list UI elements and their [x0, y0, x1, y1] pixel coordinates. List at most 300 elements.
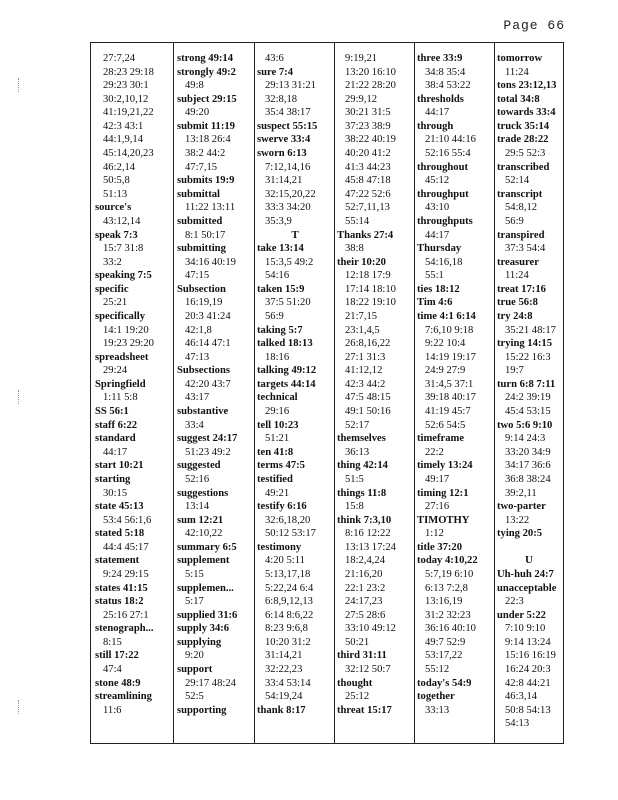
index-headword: ten 41:8 — [257, 446, 294, 458]
index-headword: things 11:8 — [337, 487, 387, 499]
index-headword: supplied 31:6 — [177, 609, 238, 621]
index-reference: 9:24 29:15 — [103, 568, 149, 580]
index-reference: 44:4 45:17 — [103, 541, 149, 553]
index-reference: 34:16 40:19 — [185, 256, 236, 268]
index-reference: 13:22 — [505, 514, 530, 526]
index-reference: 40:20 41:2 — [345, 148, 391, 160]
index-headword: transpired — [497, 229, 545, 241]
index-reference: 33:3 34:20 — [265, 202, 311, 214]
index-reference: 53:4 56:1,6 — [103, 514, 152, 526]
index-reference: 8:16 12:22 — [345, 528, 391, 540]
index-headword: suggestions — [177, 487, 229, 499]
index-reference: 41:3 44:23 — [345, 161, 391, 173]
index-headword: truck 35:14 — [497, 120, 550, 132]
index-reference: 47:7,15 — [185, 161, 218, 173]
index-reference: 27:1 31:3 — [345, 351, 386, 363]
index-reference: 49:1 50:16 — [345, 406, 391, 418]
index-headword: two-parter — [497, 501, 546, 513]
index-reference: 11:22 13:11 — [185, 202, 236, 214]
index-reference: 20:3 41:24 — [185, 310, 231, 322]
index-headword: submittal — [177, 188, 220, 200]
binder-hole-mark — [18, 700, 20, 714]
index-reference: 21:16,20 — [345, 568, 383, 580]
index-headword: submitted — [177, 215, 223, 227]
index-reference: 16:24 20:3 — [505, 664, 551, 676]
index-reference: 52:16 — [185, 473, 210, 485]
index-reference: 27:7,24 — [103, 53, 136, 64]
index-headword: suspect 55:15 — [257, 120, 318, 132]
index-reference: 15:7 31:8 — [103, 243, 144, 255]
index-headword: strong 49:14 — [177, 53, 234, 64]
index-reference: 12:18 17:9 — [345, 270, 391, 282]
index-reference: 43:12,14 — [103, 215, 141, 227]
index-headword: talking 49:12 — [257, 365, 317, 377]
index-reference: 10:20 31:2 — [265, 636, 311, 648]
index-reference: 42:1,8 — [185, 324, 212, 336]
index-reference: 27:16 — [425, 501, 450, 513]
index-reference: 32:22,23 — [265, 664, 303, 676]
index-headword: their 10:20 — [337, 256, 386, 268]
index-reference: 9:22 10:4 — [425, 338, 466, 350]
index-headword: taking 5:7 — [257, 324, 303, 336]
index-reference: 32:12 50:7 — [345, 664, 391, 676]
index-headword: supporting — [177, 704, 227, 716]
index-headword: through — [417, 120, 454, 132]
index-reference: 49:8 — [185, 80, 204, 92]
index-headword: throughputs — [417, 215, 473, 227]
index-reference: 44:17 — [425, 229, 450, 241]
index-headword: tell 10:23 — [257, 419, 299, 431]
index-reference: 21:22 28:20 — [345, 80, 396, 92]
index-headword: Subsection — [177, 283, 226, 295]
index-reference: 32:6,18,20 — [265, 514, 311, 526]
index-headword: suggested — [177, 460, 221, 472]
index-headword: streamlining — [95, 691, 152, 703]
index-reference: 5:22,24 6:4 — [265, 582, 314, 594]
index-headword: summary 6:5 — [177, 541, 237, 553]
index-headword: thresholds — [417, 93, 464, 105]
index-headword: support — [177, 664, 213, 676]
index-reference: 1:11 5:8 — [103, 392, 138, 404]
index-headword: statement — [95, 555, 140, 567]
index-headword: thought — [337, 677, 373, 689]
index-headword: treat 17:16 — [497, 283, 546, 295]
index-headword: timeframe — [417, 433, 465, 445]
index-reference: 13:20 16:10 — [345, 66, 396, 78]
index-headword: targets 44:14 — [257, 378, 316, 390]
index-column — [497, 52, 561, 743]
index-headword: sum 12:21 — [177, 514, 224, 526]
index-reference: 44:17 — [425, 107, 450, 119]
index-reference: 9:14 24:3 — [505, 433, 546, 445]
index-reference: 45:4 53:15 — [505, 406, 551, 418]
index-reference: 54:8,12 — [505, 202, 538, 214]
index-reference: 31:2 32:23 — [425, 609, 471, 621]
index-reference: 8:15 — [103, 636, 122, 648]
index-reference: 54:13 — [505, 718, 530, 730]
index-headword: tomorrow — [497, 53, 543, 64]
index-reference: 37:3 54:4 — [505, 243, 546, 255]
index-reference: 13:14 — [185, 501, 210, 513]
index-headword: taken 15:9 — [257, 283, 305, 295]
index-reference: 29:17 48:24 — [185, 677, 236, 689]
index-reference: 5:15 — [185, 568, 204, 580]
index-headword: Thursday — [417, 243, 462, 255]
page-number: Page 66 — [503, 18, 565, 33]
index-headword: Uh-huh 24:7 — [497, 568, 554, 580]
index-reference: 35:21 48:17 — [505, 324, 556, 336]
index-reference: 41:19,21,22 — [103, 107, 154, 119]
index-reference: 25:16 27:1 — [103, 609, 149, 621]
index-reference: 41:19 45:7 — [425, 406, 471, 418]
index-headword: supplement — [177, 555, 230, 567]
index-reference: 36:16 40:10 — [425, 623, 476, 635]
index-reference: 11:6 — [103, 704, 122, 716]
index-headword: two 5:6 9:10 — [497, 419, 553, 431]
index-reference: 42:3 44:2 — [345, 378, 386, 390]
index-column — [257, 52, 333, 743]
index-reference: 32:8,18 — [265, 93, 298, 105]
index-headword: title 37:20 — [417, 541, 463, 553]
index-headword: stone 48:9 — [95, 677, 141, 689]
index-reference: 1:12 — [425, 528, 444, 540]
index-headword: trade 28:22 — [497, 134, 549, 146]
index-reference: 35:3,9 — [265, 215, 292, 227]
index-reference: 52:14 — [505, 175, 530, 187]
index-headword: substantive — [177, 406, 229, 418]
index-headword: themselves — [337, 433, 386, 445]
index-reference: 25:12 — [345, 691, 370, 703]
index-headword: supplying — [177, 636, 222, 648]
index-reference: 13:18 26:4 — [185, 134, 231, 146]
index-headword: submits 19:9 — [177, 175, 235, 187]
index-headword: sworn 6:13 — [257, 148, 307, 160]
index-headword: turn 6:8 7:11 — [497, 378, 556, 390]
index-reference: 6:14 8:6,22 — [265, 609, 314, 621]
index-reference: 27:5 28:6 — [345, 609, 386, 621]
index-headword: TIMOTHY — [417, 514, 470, 526]
index-reference: 50:12 53:17 — [265, 528, 316, 540]
index-headword: throughout — [417, 161, 469, 173]
column-divider — [334, 43, 335, 743]
index-headword: true 56:8 — [497, 297, 538, 309]
index-headword: speak 7:3 — [95, 229, 138, 241]
index-reference: 50:8 54:13 — [505, 704, 551, 716]
index-reference: 33:13 — [425, 704, 450, 716]
index-reference: 30:21 31:5 — [345, 107, 391, 119]
index-headword: sure 7:4 — [257, 66, 293, 78]
index-reference: 54:19,24 — [265, 691, 303, 703]
index-reference: 9:19,21 — [345, 53, 378, 64]
index-headword: tying 20:5 — [497, 528, 543, 540]
index-headword: think 7:3,10 — [337, 514, 392, 526]
index-reference: 31:14,21 — [265, 175, 303, 187]
index-headword: staff 6:22 — [95, 419, 138, 431]
index-reference: 21:10 44:16 — [425, 134, 476, 146]
index-reference: 46:14 47:1 — [185, 338, 231, 350]
index-headword: Thanks 27:4 — [337, 229, 394, 241]
index-reference: 13:16,19 — [425, 596, 463, 608]
index-reference: 47:5 48:15 — [345, 392, 391, 404]
index-headword: throughput — [417, 188, 469, 200]
index-headword: status 18:2 — [95, 596, 144, 608]
index-headword: try 24:8 — [497, 310, 533, 322]
index-reference: 30:2,10,12 — [103, 93, 149, 105]
index-headword: standard — [95, 433, 136, 445]
index-reference: 29:24 — [103, 365, 128, 377]
index-reference: 34:17 36:6 — [505, 460, 551, 472]
index-reference: 24:9 27:9 — [425, 365, 466, 377]
index-reference: 7:6,10 9:18 — [425, 324, 474, 336]
index-reference: 54:16 — [265, 270, 290, 282]
index-reference: 22:3 — [505, 596, 524, 608]
index-reference: 9:14 13:24 — [505, 636, 551, 648]
index-headword: starting — [95, 473, 131, 485]
index-reference: 50:5,8 — [103, 175, 130, 187]
index-headword: ties 18:12 — [417, 283, 460, 295]
index-reference: 29:23 30:1 — [103, 80, 149, 92]
index-headword: supply 34:6 — [177, 623, 230, 635]
index-headword: timing 12:1 — [417, 487, 469, 499]
index-reference: 11:24 — [505, 66, 529, 78]
index-reference: 34:8 35:4 — [425, 66, 466, 78]
index-reference: 30:15 — [103, 487, 128, 499]
index-headword: specific — [95, 283, 129, 295]
index-column — [337, 52, 413, 743]
column-divider — [173, 43, 174, 743]
index-headword: strongly 49:2 — [177, 66, 236, 78]
index-headword: take 13:14 — [257, 243, 304, 255]
index-reference: 51:5 — [345, 473, 364, 485]
index-headword: thank 8:17 — [257, 704, 306, 716]
index-reference: 18:22 19:10 — [345, 297, 396, 309]
index-reference: 45:8 47:18 — [345, 175, 391, 187]
index-reference: 52:16 55:4 — [425, 148, 471, 160]
index-reference: 8:1 50:17 — [185, 229, 226, 241]
index-reference: 56:9 — [505, 215, 524, 227]
index-headword: start 10:21 — [95, 460, 144, 472]
index-reference: 26:8,16,22 — [345, 338, 391, 350]
index-headword: Subsections — [177, 365, 230, 377]
index-reference: 50:21 — [345, 636, 370, 648]
index-headword: third 31:11 — [337, 650, 387, 662]
index-reference: 29:16 — [265, 406, 290, 418]
index-headword: three 33:9 — [417, 53, 463, 64]
index-reference: 22:2 — [425, 446, 444, 458]
index-reference: 42:10,22 — [185, 528, 223, 540]
index-reference: 13:13 17:24 — [345, 541, 396, 553]
index-reference: 29:9,12 — [345, 93, 378, 105]
index-headword: timely 13:24 — [417, 460, 473, 472]
index-headword: source's — [95, 202, 132, 214]
index-reference: 39:18 40:17 — [425, 392, 476, 404]
index-headword: unacceptable — [497, 582, 557, 594]
index-reference: 43:17 — [185, 392, 210, 404]
index-headword: specifically — [95, 310, 146, 322]
index-reference: 52:7,11,13 — [345, 202, 390, 214]
index-headword: Tim 4:6 — [417, 297, 453, 309]
index-reference: 36:8 38:24 — [505, 473, 551, 485]
index-reference: 42:3 43:1 — [103, 120, 144, 132]
index-reference: 46:2,14 — [103, 161, 136, 173]
index-reference: 33:4 — [185, 419, 204, 431]
index-reference: 52:6 54:5 — [425, 419, 466, 431]
index-reference: 49:20 — [185, 107, 210, 119]
index-reference: 7:10 9:10 — [505, 623, 546, 635]
index-headword: submit 11:19 — [177, 120, 235, 132]
index-headword: submitting — [177, 243, 226, 255]
index-headword: SS 56:1 — [95, 406, 129, 418]
index-headword: speaking 7:5 — [95, 270, 152, 282]
index-reference: 21:7,15 — [345, 310, 378, 322]
index-headword: subject 29:15 — [177, 93, 237, 105]
index-reference: 43:6 — [265, 53, 284, 64]
index-reference: 52:5 — [185, 691, 204, 703]
index-headword: trying 14:15 — [497, 338, 553, 350]
index-reference: 18:2,4,24 — [345, 555, 386, 567]
index-reference: 19:7 — [505, 365, 524, 377]
index-reference: 6:8,9,12,13 — [265, 596, 313, 608]
index-reference: 49:17 — [425, 473, 450, 485]
index-reference: 33:4 53:14 — [265, 677, 311, 689]
index-reference: 23:1,4,5 — [345, 324, 380, 336]
index-reference: 24:2 39:19 — [505, 392, 551, 404]
index-reference: 31:4,5 37:1 — [425, 378, 474, 390]
column-divider — [494, 43, 495, 743]
index-reference: 55:12 — [425, 664, 450, 676]
column-divider — [254, 43, 255, 743]
index-headword: Springfield — [95, 378, 146, 390]
index-reference: 44:1,9,14 — [103, 134, 144, 146]
index-reference: 37:23 38:9 — [345, 120, 391, 132]
index-reference: 14:1 19:20 — [103, 324, 149, 336]
index-reference: 22:1 23:2 — [345, 582, 386, 594]
index-reference: 51:13 — [103, 188, 128, 200]
index-reference: 47:4 — [103, 664, 122, 676]
index-headword: today's 54:9 — [417, 677, 472, 689]
index-spacer — [497, 541, 561, 555]
index-headword: talked 18:13 — [257, 338, 313, 350]
index-reference: 9:20 — [185, 650, 204, 662]
index-reference: 53:17,22 — [425, 650, 463, 662]
index-headword: tons 23:12,13 — [497, 80, 557, 92]
index-headword: transcribed — [497, 161, 550, 173]
index-headword: testified — [257, 473, 293, 485]
index-column — [95, 52, 171, 743]
index-reference: 32:15,20,22 — [265, 188, 316, 200]
index-reference: 33:2 — [103, 256, 122, 268]
binder-hole-mark — [18, 78, 20, 92]
index-reference: 37:5 51:20 — [265, 297, 311, 309]
index-reference: 5:7,19 6:10 — [425, 568, 474, 580]
index-reference: 55:14 — [345, 215, 370, 227]
index-reference: 7:12,14,16 — [265, 161, 311, 173]
index-headword: under 5:22 — [497, 609, 546, 621]
index-reference: 15:3,5 49:2 — [265, 256, 314, 268]
index-headword: technical — [257, 392, 298, 404]
index-reference: 42:20 43:7 — [185, 378, 231, 390]
index-reference: 38:8 — [345, 243, 364, 255]
index-headword: stenograph... — [95, 623, 154, 635]
index-reference: 52:17 — [345, 419, 370, 431]
index-reference: 15:8 — [345, 501, 364, 513]
index-reference: 47:13 — [185, 351, 210, 363]
index-headword: spreadsheet — [95, 351, 149, 363]
index-table — [90, 42, 564, 744]
index-reference: 29:13 31:21 — [265, 80, 316, 92]
index-reference: 55:1 — [425, 270, 444, 282]
index-headword: stated 5:18 — [95, 528, 145, 540]
index-reference: 25:21 — [103, 297, 128, 309]
index-reference: 15:22 16:3 — [505, 351, 551, 363]
index-reference: 5:17 — [185, 596, 204, 608]
index-reference: 38:2 44:2 — [185, 148, 226, 160]
index-reference: 31:14,21 — [265, 650, 303, 662]
index-reference: 39:2,11 — [505, 487, 537, 499]
index-headword: total 34:8 — [497, 93, 540, 105]
index-reference: 51:23 49:2 — [185, 446, 231, 458]
index-column — [177, 52, 253, 743]
index-headword: testify 6:16 — [257, 501, 307, 513]
index-headword: transcript — [497, 188, 543, 200]
index-headword: together — [417, 691, 455, 703]
index-reference: 14:19 19:17 — [425, 351, 476, 363]
index-reference: 51:21 — [265, 433, 290, 445]
index-reference: 17:14 18:10 — [345, 283, 396, 295]
index-reference: 49:21 — [265, 487, 290, 499]
index-reference: 28:23 29:18 — [103, 66, 154, 78]
index-reference: 33:10 49:12 — [345, 623, 396, 635]
index-reference: 35:4 38:17 — [265, 107, 311, 119]
index-headword: thing 42:14 — [337, 460, 388, 472]
index-reference: 18:16 — [265, 351, 290, 363]
index-reference: 42:8 44:21 — [505, 677, 551, 689]
index-reference: 43:10 — [425, 202, 450, 214]
index-column — [417, 52, 493, 743]
index-reference: 47:22 52:6 — [345, 188, 391, 200]
index-headword: swerve 33:4 — [257, 134, 311, 146]
index-reference: 56:9 — [265, 310, 284, 322]
index-reference: 33:20 34:9 — [505, 446, 551, 458]
index-headword: terms 47:5 — [257, 460, 305, 472]
index-reference: 46:3,14 — [505, 691, 538, 703]
index-headword: states 41:15 — [95, 582, 148, 594]
index-reference: 49:7 52:9 — [425, 636, 466, 648]
index-headword: supplemen... — [177, 582, 234, 594]
index-reference: 38:22 40:19 — [345, 134, 396, 146]
index-reference: 11:24 — [505, 270, 529, 282]
index-headword: suggest 24:17 — [177, 433, 238, 445]
index-headword: time 4:1 6:14 — [417, 310, 476, 322]
column-divider — [414, 43, 415, 743]
index-reference: 16:19,19 — [185, 297, 223, 309]
index-reference: 47:15 — [185, 270, 210, 282]
index-reference: 4:20 5:11 — [265, 555, 305, 567]
binder-hole-mark — [18, 390, 20, 404]
index-reference: 38:4 53:22 — [425, 80, 471, 92]
index-reference: 54:16,18 — [425, 256, 463, 268]
index-reference: 19:23 29:20 — [103, 338, 154, 350]
index-reference: 29:5 52:3 — [505, 148, 546, 160]
index-headword: state 45:13 — [95, 501, 144, 513]
index-reference: 15:16 16:19 — [505, 650, 556, 662]
section-letter: T — [257, 229, 333, 243]
index-reference: 45:12 — [425, 175, 450, 187]
index-headword: today 4:10,22 — [417, 555, 478, 567]
index-headword: still 17:22 — [95, 650, 139, 662]
index-reference: 5:13,17,18 — [265, 568, 311, 580]
index-reference: 6:13 7:2,8 — [425, 582, 468, 594]
